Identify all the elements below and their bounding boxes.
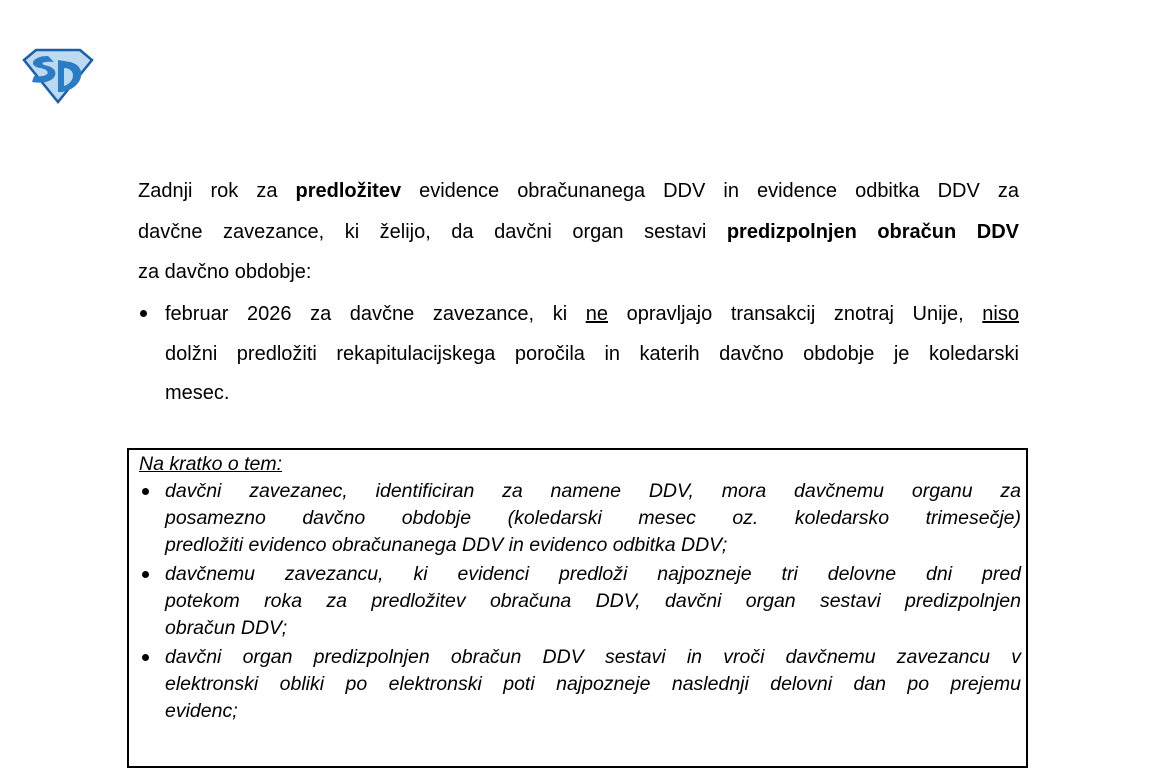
- bold-text: predizpolnjen obračun DDV: [726, 221, 1019, 243]
- text-line: [138, 179, 1019, 203]
- summary-item-line: davčni organ predizpolnjen obračun DDV sestavi in vroči davčnemu zavezancu v: [165, 646, 1021, 668]
- bold-text: predložitev: [295, 180, 402, 202]
- bullet-icon: [140, 310, 147, 317]
- summary-item-line: potekom roka za predložitev obračuna DDV, davčni organ sestavi predizpolnjen: [165, 590, 1021, 612]
- summary-item-line: elektronski obliki po elektronski poti najpozneje naslednji delovni dan po prejemu: [165, 673, 1021, 695]
- text-line: [138, 260, 1019, 284]
- text-segment: opravljajo transakcij znotraj Unije,: [608, 303, 983, 325]
- bullet-icon: [142, 571, 149, 578]
- text-segment: februar 2026 za davčne zavezance, ki: [165, 303, 586, 325]
- text-segment: Zadnji rok za: [138, 180, 296, 202]
- text-segment: davčne zavezance, ki želijo, da davčni organ sestavi: [138, 221, 727, 243]
- summary-item-line: predložiti evidenco obračunanega DDV in evidenco odbitka DDV;: [165, 534, 728, 556]
- underlined-text: ne: [585, 303, 608, 325]
- bullet-icon: [142, 654, 149, 661]
- text-segment: za davčno obdobje:: [138, 261, 312, 283]
- text-line: [165, 342, 1019, 366]
- text-segment: dolžni predložiti rekapitulacijskega poročila in katerih davčno obdobje je koledarski: [165, 343, 1019, 365]
- text-segment: mesec.: [165, 382, 230, 404]
- text-line: [165, 381, 1019, 405]
- text-line: [138, 220, 1019, 244]
- summary-item-line: davčnemu zavezancu, ki evidenci predloži najpozneje tri delovne dni pred: [165, 563, 1021, 585]
- underlined-text: niso: [982, 303, 1019, 325]
- text-line: [165, 302, 1019, 326]
- company-logo: [22, 48, 94, 104]
- summary-item-line: davčni zavezanec, identificiran za namene DDV, mora davčnemu organu za: [165, 480, 1021, 502]
- summary-box: [127, 448, 1028, 768]
- summary-item-line: evidenc;: [165, 700, 238, 722]
- summary-title: Na kratko o tem:: [139, 453, 283, 475]
- summary-item-line: posamezno davčno obdobje (koledarski mesec oz. koledarsko trimesečje): [165, 507, 1021, 529]
- bullet-icon: [142, 488, 149, 495]
- text-segment: evidence obračunanega DDV in evidence odbitka DDV za: [401, 180, 1019, 202]
- summary-item-line: obračun DDV;: [165, 617, 288, 639]
